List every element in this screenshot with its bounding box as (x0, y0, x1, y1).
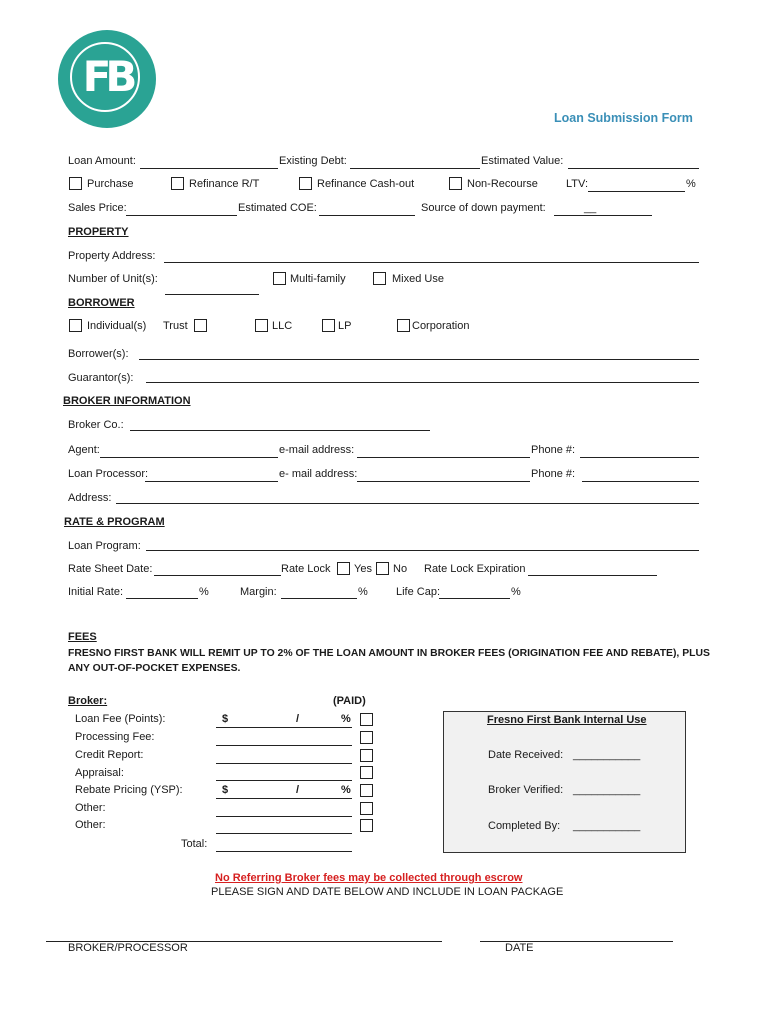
estimated-value-field[interactable] (568, 168, 699, 169)
initial-rate-label: Initial Rate: (68, 586, 124, 598)
processor-label: Loan Processor: (68, 468, 149, 480)
borrowers-field[interactable] (139, 359, 699, 360)
date-label: DATE (505, 942, 534, 954)
life-cap-field[interactable] (439, 598, 510, 599)
date-received-blank[interactable]: ___________ (573, 749, 641, 761)
other1-label: Other: (75, 802, 106, 814)
refinance-cashout-label: Refinance Cash-out (317, 178, 415, 190)
estimated-value-label: Estimated Value: (481, 155, 564, 167)
source-down-field[interactable] (554, 215, 652, 216)
refinance-rt-label: Refinance R/T (189, 178, 260, 190)
rate-lock-expiration-field[interactable] (528, 575, 657, 576)
credit-report-label: Credit Report: (75, 749, 144, 761)
fees-heading: FEES (68, 631, 97, 643)
processor-phone-label: Phone #: (531, 468, 576, 480)
broker-info-heading: BROKER INFORMATION (63, 395, 191, 407)
life-cap-label: Life Cap: (396, 586, 441, 598)
rate-sheet-date-field[interactable] (154, 575, 281, 576)
ltv-label: LTV: (566, 178, 589, 190)
fees-notice-line2: ANY OUT-OF-POCKET EXPENSES. (68, 663, 241, 674)
margin-pct: % (358, 586, 368, 598)
other2-label: Other: (75, 819, 106, 831)
processor-email-label: e- mail address: (279, 468, 358, 480)
source-down-label: Source of down payment: (421, 202, 546, 214)
lp-label: LP (338, 320, 352, 332)
agent-email-field[interactable] (357, 457, 530, 458)
loan-program-field[interactable] (146, 550, 699, 551)
loan-fee-dollar: $ (222, 713, 229, 725)
other2-paid-checkbox[interactable] (360, 819, 373, 832)
non-recourse-label: Non-Recourse (467, 178, 538, 190)
rebate-dollar: $ (222, 784, 229, 796)
rate-lock-no-label: No (393, 563, 408, 575)
rate-lock-yes-checkbox[interactable] (337, 562, 350, 575)
initial-rate-field[interactable] (126, 598, 198, 599)
trust-label: Trust (163, 320, 188, 332)
rate-lock-expiration-label: Rate Lock Expiration (424, 563, 526, 575)
internal-use-title: Fresno First Bank Internal Use (487, 714, 647, 726)
guarantors-label: Guarantor(s): (68, 372, 134, 384)
processor-email-field[interactable] (357, 481, 530, 482)
loan-amount-field[interactable] (140, 168, 278, 169)
loan-fee-pct: % (341, 713, 351, 725)
property-address-field[interactable] (164, 262, 699, 263)
rate-lock-yes-label: Yes (354, 563, 372, 575)
agent-phone-label: Phone #: (531, 444, 576, 456)
form-title: Loan Submission Form (554, 111, 693, 125)
sales-price-label: Sales Price: (68, 202, 127, 214)
processing-fee-field[interactable] (216, 745, 352, 746)
mixed-use-label: Mixed Use (392, 273, 444, 285)
broker-fees-heading: Broker: (68, 695, 108, 707)
refinance-rt-checkbox[interactable] (171, 177, 184, 190)
agent-label: Agent: (68, 444, 100, 456)
individual-label: Individual(s) (87, 320, 147, 332)
lp-checkbox[interactable] (322, 319, 335, 332)
rate-program-heading: RATE & PROGRAM (64, 516, 165, 528)
corporation-checkbox[interactable] (397, 319, 410, 332)
other1-field[interactable] (216, 816, 352, 817)
agent-phone-field[interactable] (580, 457, 699, 458)
credit-report-paid-checkbox[interactable] (360, 749, 373, 762)
processor-phone-field[interactable] (582, 481, 699, 482)
agent-email-label: e-mail address: (279, 444, 355, 456)
internal-use-box (443, 711, 686, 853)
loan-fee-label: Loan Fee (Points): (75, 713, 166, 725)
appraisal-label: Appraisal: (75, 767, 124, 779)
total-field[interactable] (216, 851, 352, 852)
llc-label: LLC (272, 320, 293, 332)
purchase-label: Purchase (87, 178, 134, 190)
sign-instruction: PLEASE SIGN AND DATE BELOW AND INCLUDE IN LOAN PACKAGE (211, 886, 564, 898)
property-address-label: Property Address: (68, 250, 156, 262)
broker-verified-blank[interactable]: ___________ (573, 784, 641, 796)
appraisal-field[interactable] (216, 780, 352, 781)
processor-field[interactable] (145, 481, 278, 482)
individual-checkbox[interactable] (69, 319, 82, 332)
property-heading: PROPERTY (68, 226, 129, 238)
source-down-blank: __ (584, 202, 597, 214)
rebate-label: Rebate Pricing (YSP): (75, 784, 183, 796)
loan-fee-field[interactable] (216, 727, 352, 728)
non-recourse-checkbox[interactable] (449, 177, 462, 190)
life-cap-pct: % (511, 586, 521, 598)
guarantors-field[interactable] (146, 382, 699, 383)
trust-checkbox[interactable] (194, 319, 207, 332)
ltv-field[interactable] (588, 191, 685, 192)
multi-family-label: Multi-family (290, 273, 346, 285)
total-label: Total: (181, 838, 208, 850)
llc-checkbox[interactable] (255, 319, 268, 332)
rate-sheet-date-label: Rate Sheet Date: (68, 563, 153, 575)
broker-address-label: Address: (68, 492, 112, 504)
margin-field[interactable] (281, 598, 357, 599)
processing-fee-label: Processing Fee: (75, 731, 155, 743)
agent-field[interactable] (100, 457, 278, 458)
loan-fee-paid-checkbox[interactable] (360, 713, 373, 726)
multi-family-checkbox[interactable] (273, 272, 286, 285)
rebate-slash: / (296, 784, 300, 796)
loan-amount-label: Loan Amount: (68, 155, 136, 167)
rebate-pct: % (341, 784, 351, 796)
broker-co-label: Broker Co.: (68, 419, 124, 431)
mixed-use-checkbox[interactable] (373, 272, 386, 285)
completed-by-label: Completed By: (488, 820, 561, 832)
units-label: Number of Unit(s): (68, 273, 158, 285)
rate-lock-no-checkbox[interactable] (376, 562, 389, 575)
processing-fee-paid-checkbox[interactable] (360, 731, 373, 744)
existing-debt-label: Existing Debt: (279, 155, 347, 167)
ltv-percent: % (686, 178, 696, 190)
other1-paid-checkbox[interactable] (360, 802, 373, 815)
purchase-checkbox[interactable] (69, 177, 82, 190)
borrower-heading: BORROWER (68, 297, 135, 309)
loan-fee-slash: / (296, 713, 300, 725)
appraisal-paid-checkbox[interactable] (360, 766, 373, 779)
sales-price-field[interactable] (126, 215, 237, 216)
bank-logo (58, 30, 156, 128)
borrowers-label: Borrower(s): (68, 348, 129, 360)
fees-notice-line1: FRESNO FIRST BANK WILL REMIT UP TO 2% OF THE LOAN AMOUNT IN BROKER FEES (ORIGINATION FEE AND REBATE), PLUS (68, 648, 710, 659)
loan-program-label: Loan Program: (68, 540, 141, 552)
estimated-coe-label: Estimated COE: (238, 202, 317, 214)
escrow-warning: No Referring Broker fees may be collected through escrow (215, 872, 523, 884)
logo-text: FB (82, 52, 132, 101)
paid-heading: (PAID) (333, 695, 366, 707)
broker-co-field[interactable] (130, 430, 430, 431)
other2-field[interactable] (216, 833, 352, 834)
estimated-coe-field[interactable] (319, 215, 415, 216)
broker-processor-label: BROKER/PROCESSOR (68, 942, 188, 954)
broker-verified-label: Broker Verified: (488, 784, 564, 796)
date-received-label: Date Received: (488, 749, 564, 761)
rebate-paid-checkbox[interactable] (360, 784, 373, 797)
initial-rate-pct: % (199, 586, 209, 598)
corporation-label: Corporation (412, 320, 470, 332)
rate-lock-label: Rate Lock (281, 563, 331, 575)
broker-address-field[interactable] (116, 503, 699, 504)
units-field[interactable] (165, 294, 259, 295)
completed-by-blank[interactable]: ___________ (573, 820, 641, 832)
rebate-field[interactable] (216, 798, 352, 799)
refinance-cashout-checkbox[interactable] (299, 177, 312, 190)
credit-report-field[interactable] (216, 763, 352, 764)
existing-debt-field[interactable] (350, 168, 480, 169)
margin-label: Margin: (240, 586, 277, 598)
